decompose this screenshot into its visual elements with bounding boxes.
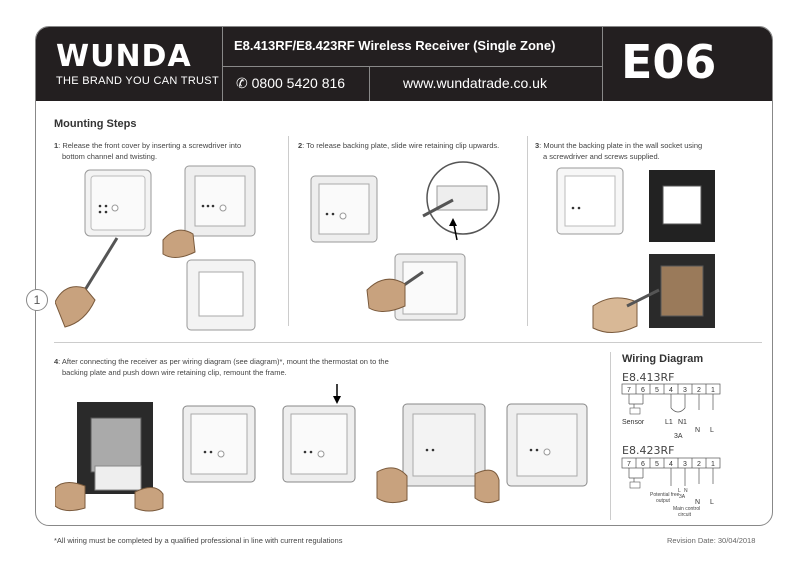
page-marker: 1 [26,289,48,311]
terminal-3: 3 [683,387,687,394]
column-separator [288,136,289,326]
step3-line2: a screwdriver and screws supplied. [543,152,660,161]
step1-illustration [55,162,270,340]
step4-illustration [55,382,595,522]
m2-main-label: Main control [673,506,701,512]
brand-logo: WUNDA [56,39,192,74]
sensor-label: Sensor [622,419,645,426]
row-separator [54,342,762,343]
m2-n-small-label: N [684,488,688,494]
footer-note: *All wiring must be completed by a qualified professional in line with current regulations [54,536,343,545]
terminal-1: 1 [711,387,715,394]
revision-date: Revision Date: 30/04/2018 [667,536,756,545]
m2-l-label: L [710,499,714,506]
step2-text [298,140,499,151]
terminal-5: 5 [655,387,659,394]
brand-tagline: THE BRAND YOU CAN TRUST [56,75,219,87]
mounting-heading: Mounting Steps [54,118,137,130]
terminal-5: 5 [655,461,659,468]
terminal-7: 7 [627,387,631,394]
step3-illustration [553,166,733,340]
step1-text [54,140,241,162]
terminal-2: 2 [697,387,701,394]
model1-terminal-block [622,384,720,394]
terminal-3: 3 [683,461,687,468]
model1-label: E8.413RF [622,371,675,384]
m1-l1-label: L1 [665,419,673,426]
header-divider [222,66,602,67]
step2-number: 2 [298,141,303,150]
terminal-2: 2 [697,461,701,468]
terminal-4: 4 [669,461,673,468]
m1-amp-label: 3A [674,433,683,440]
step3-number: 3 [535,141,540,150]
step2-illustration [305,160,505,330]
m2-output-label: output [656,498,670,504]
product-title: E8.413RF/E8.423RF Wireless Receiver (Single Zone) [234,38,556,53]
step4-line1: : After connecting the receiver as per wiring diagram (see diagram)*, mount the thermostat on to the [58,357,389,366]
step4-text [54,356,389,378]
step3-text [535,140,702,162]
m2-l-small-label: L [678,488,681,494]
m2-amp-label: 3A [679,494,686,500]
terminal-6: 6 [641,461,645,468]
m2-n-label: N [695,499,701,506]
m1-n-label: N [695,427,701,434]
header-divider [369,67,370,101]
step3-line1: : Mount the backing plate in the wall socket using [539,141,703,150]
step2-line1: : To release backing plate, slide wire retaining clip upwards. [302,141,500,150]
terminal-4: 4 [669,387,673,394]
step4-line2: backing plate and push down wire retaining clip, remount the frame. [62,368,287,377]
m1-n1-label: N1 [678,419,687,426]
model2-label: E8.423RF [622,444,675,457]
website-link[interactable]: www.wundatrade.co.uk [403,75,547,91]
m1-l-label: L [710,427,714,434]
phone-number: ✆ 0800 5420 816 [236,75,346,91]
m2-potential-label: Potential free [650,492,680,498]
m2-circuit-label: circuit [678,512,692,518]
terminal-6: 6 [641,387,645,394]
step1-line1: : Release the front cover by inserting a screwdriver into [58,141,242,150]
document-code: E06 [621,35,717,89]
step1-line2: bottom channel and twisting. [62,152,158,161]
terminal-7: 7 [627,461,631,468]
model2-terminal-block [622,458,720,468]
step1-number: 1 [54,141,59,150]
header-divider [602,27,603,101]
wiring-heading: Wiring Diagram [622,353,704,365]
header-divider [222,27,223,101]
column-separator [527,136,528,326]
header-bar [36,27,773,101]
terminal-1: 1 [711,461,715,468]
step4-number: 4 [54,357,59,366]
wiring-diagram [616,368,766,524]
column-separator [610,352,611,520]
